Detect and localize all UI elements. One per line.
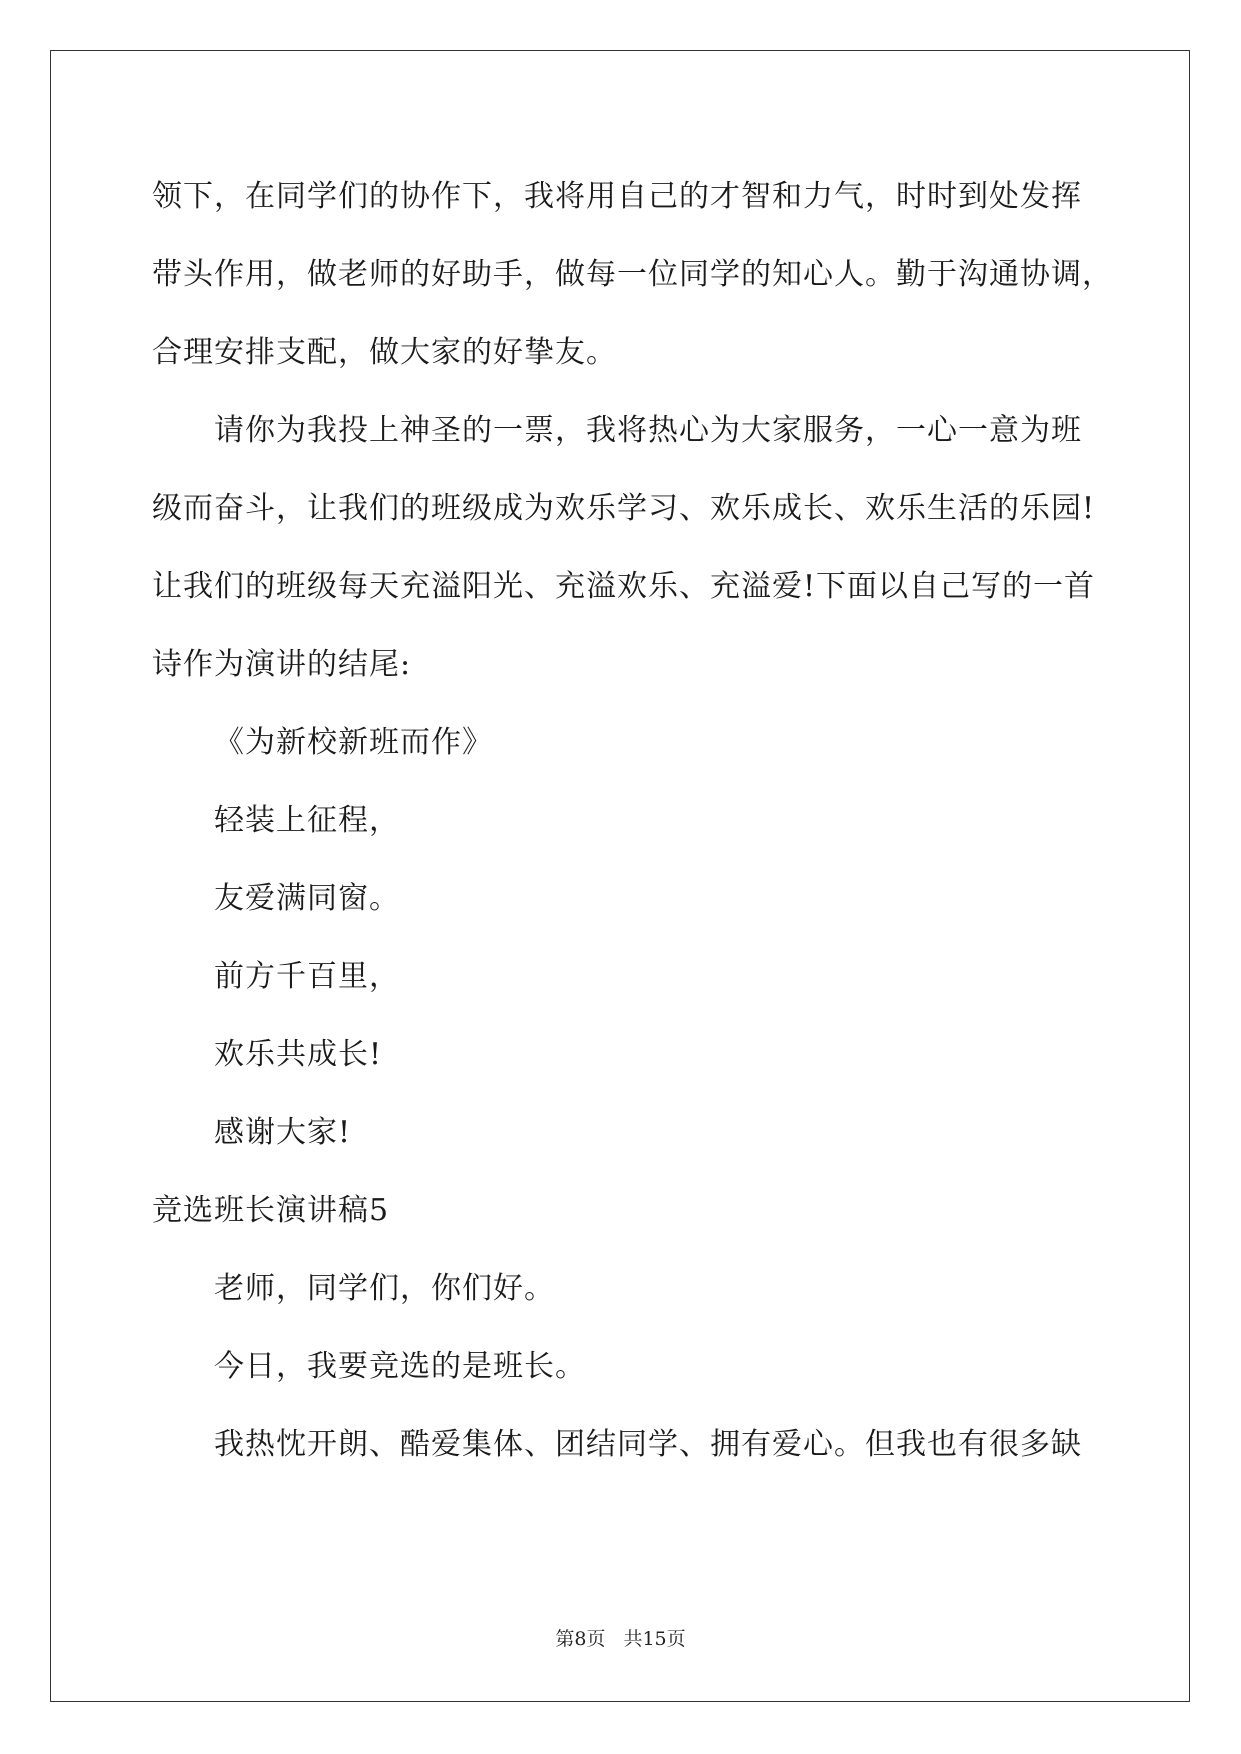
page-number: 第8页 (555, 1628, 606, 1650)
text-line-4: 请你为我投上神圣的一票，我将热心为大家服务，一心一意为班 (214, 413, 1082, 448)
poem-line-3: 前方千百里， (214, 959, 400, 994)
text-line-7: 诗作为演讲的结尾: (152, 647, 412, 682)
text-line-3: 合理安排支配，做大家的好挚友。 (152, 335, 617, 370)
section-heading: 竞选班长演讲稿5 (152, 1193, 390, 1228)
text-line-5: 级而奋斗，让我们的班级成为欢乐学习、欢乐成长、欢乐生活的乐园! (152, 491, 1096, 526)
text-line-17: 我热忱开朗、酷爱集体、团结同学、拥有爱心。但我也有很多缺 (214, 1427, 1082, 1462)
text-line-6: 让我们的班级每天充溢阳光、充溢欢乐、充溢爱!下面以自己写的一首 (152, 569, 1096, 604)
poem-line-1: 轻装上征程， (214, 803, 400, 838)
document-body (152, 158, 1113, 1484)
closing-thanks: 感谢大家! (214, 1115, 352, 1150)
text-line-16: 今日，我要竞选的是班长。 (214, 1349, 586, 1384)
poem-title: 《为新校新班而作》 (214, 725, 493, 760)
page-footer (0, 1624, 1241, 1651)
poem-line-2: 友爱满同窗。 (214, 881, 400, 916)
text-line-1: 领下，在同学们的协作下，我将用自己的才智和力气，时时到处发挥 (152, 179, 1082, 214)
greeting-line: 老师，同学们，你们好。 (214, 1271, 555, 1306)
page-total: 共15页 (623, 1628, 686, 1650)
poem-line-4: 欢乐共成长! (214, 1037, 383, 1072)
text-line-2: 带头作用，做老师的好助手，做每一位同学的知心人。勤于沟通协调， (152, 257, 1113, 292)
